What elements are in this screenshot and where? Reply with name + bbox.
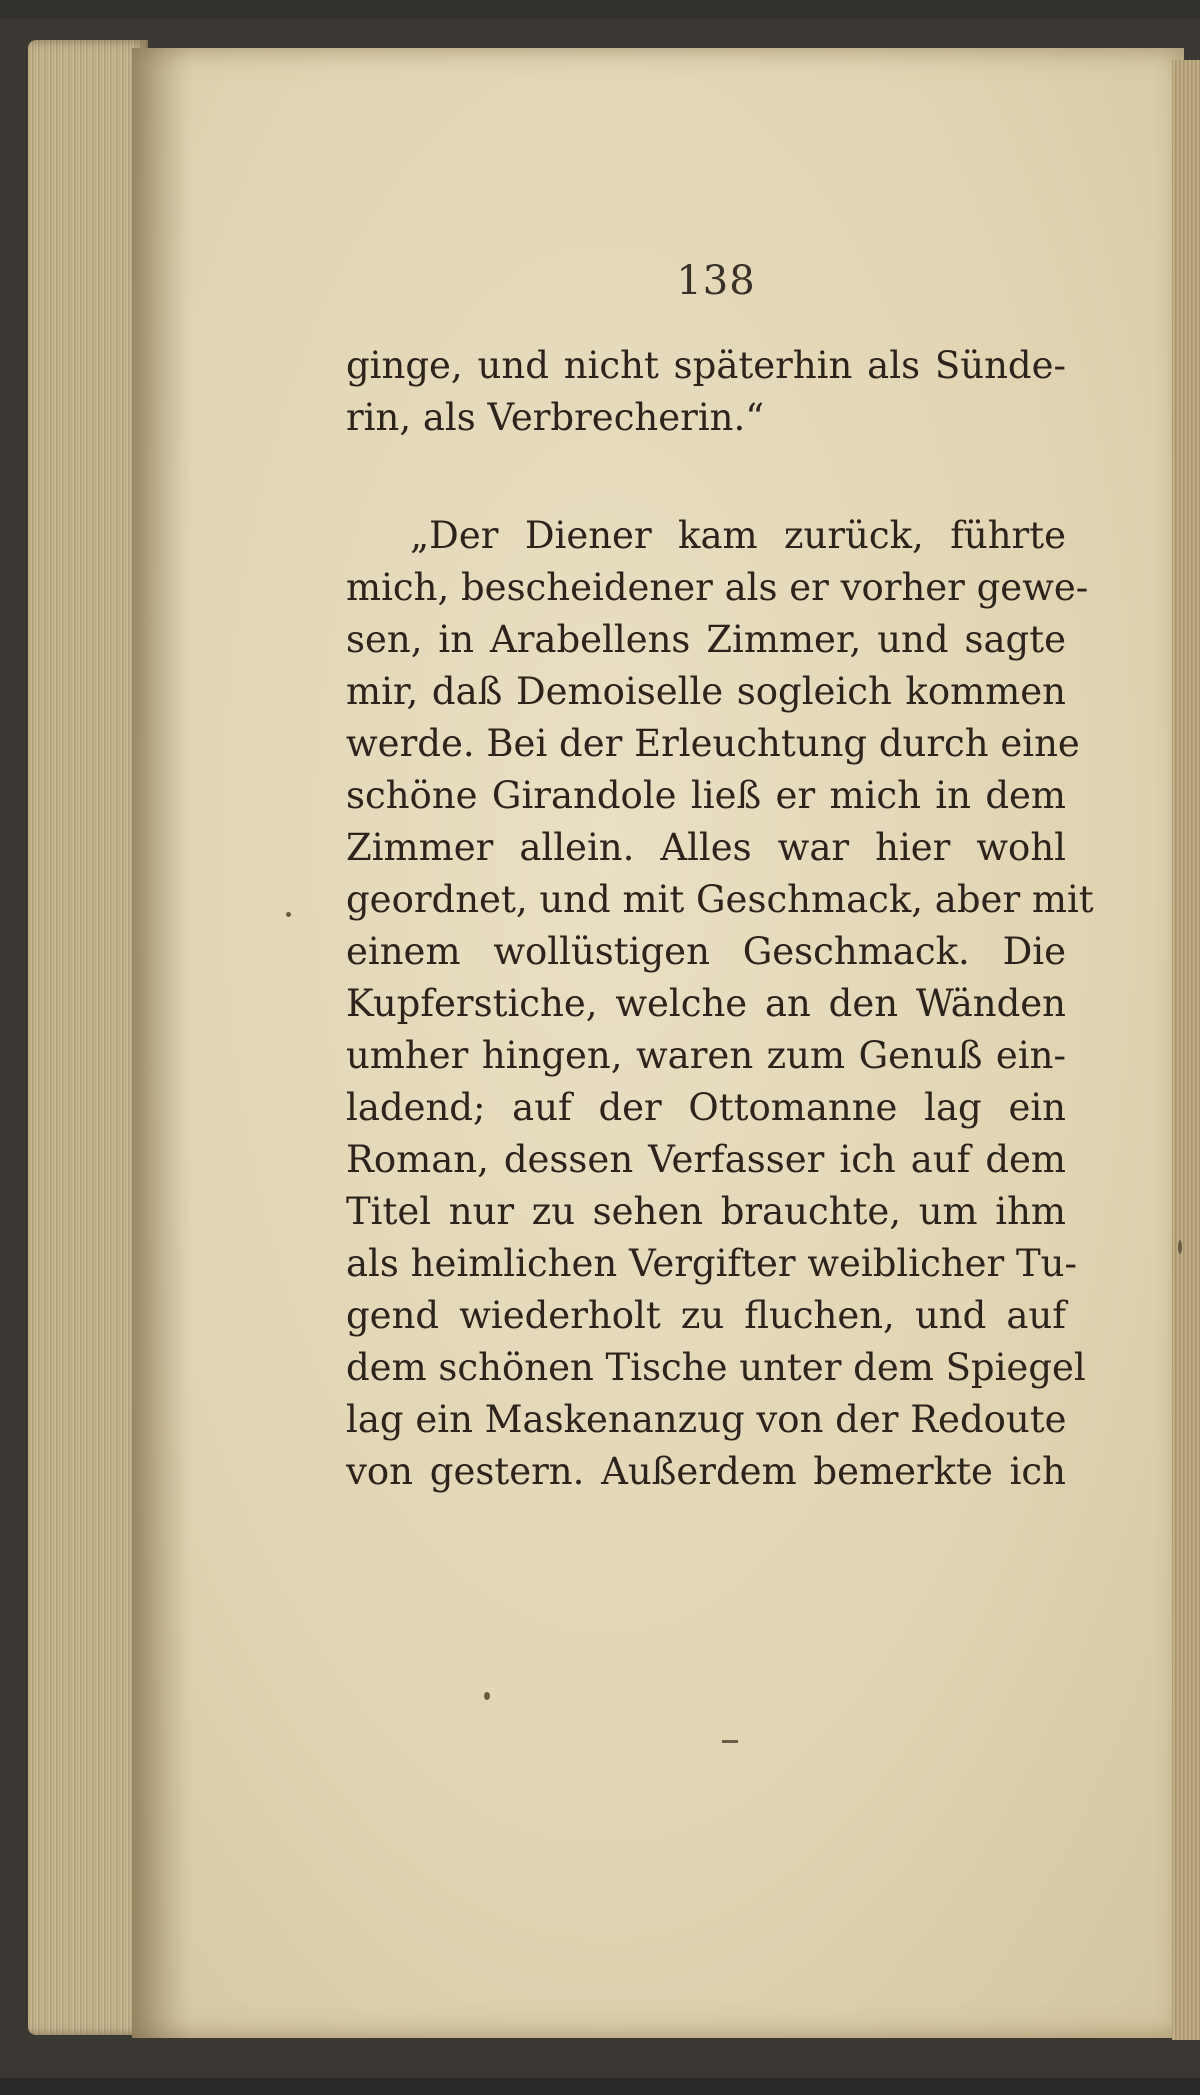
text-line: schöne Girandole ließ er mich in dem [346,774,1066,817]
paper-speck [1178,1240,1182,1254]
text-line: dem schönen Tische unter dem Spiegel [346,1346,1086,1389]
text-line: von gestern. Außerdem bemerkte ich [346,1450,1066,1493]
paper-speck [484,1692,490,1700]
text-line: mir, daß Demoiselle sogleich kommen [346,670,1066,713]
page-edges-right [1172,60,1200,2040]
text-line: rin, als Verbrecherin.“ [346,396,765,439]
text-line: gend wiederholt zu fluchen, und auf [346,1294,1066,1337]
text-line: Titel nur zu sehen brauchte, um ihm [346,1190,1066,1233]
text-line: lag ein Maskenanzug von der Redoute [346,1398,1067,1441]
text-line: geordnet, und mit Geschmack, aber mit [346,878,1094,921]
text-line: einem wollüstigen Geschmack. Die [346,930,1066,973]
page-number: 138 [676,258,756,304]
text-line: umher hingen, waren zum Genuß ein- [346,1034,1066,1077]
text-line: Zimmer allein. Alles war hier wohl [346,826,1066,869]
text-line: ginge, und nicht späterhin als Sünde- [346,344,1066,387]
text-line: Roman, dessen Verfasser ich auf dem [346,1138,1066,1181]
text-line: mich, bescheidener als er vorher gewe- [346,566,1089,609]
text-line: Kupferstiche, welche an den Wänden [346,982,1066,1025]
paper-speck [286,912,291,917]
text-line: ladend; auf der Ottomanne lag ein [346,1086,1066,1129]
text-line: werde. Bei der Erleuchtung durch eine [346,722,1080,765]
text-line: „Der Diener kam zurück, führte [410,514,1066,557]
page-edges-left [28,40,148,2035]
printer-mark [722,1740,738,1743]
gutter-shadow [132,48,192,2038]
text-line: sen, in Arabellens Zimmer, und sagte [346,618,1066,661]
text-line: als heimlichen Vergifter weiblicher Tu- [346,1242,1077,1285]
